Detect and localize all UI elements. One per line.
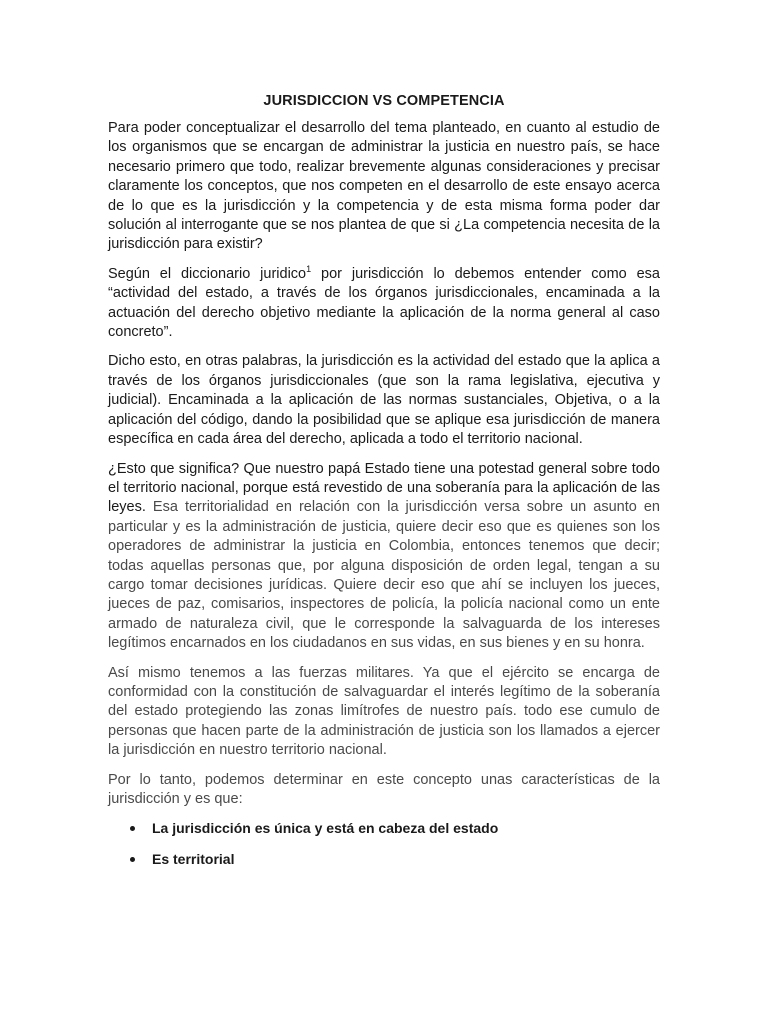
document-title: JURISDICCION VS COMPETENCIA bbox=[263, 93, 505, 109]
bullet-icon bbox=[130, 826, 135, 831]
list-item bbox=[108, 819, 660, 838]
bullet-icon bbox=[130, 857, 135, 862]
paragraph-definition-end: por jurisdicción lo debemos entender como esa “actividad del estado, a través de los órganos jurisdiccionales, encaminada a la actuación del derecho objetivo mediante la aplicación de la norma general al caso concreto”. bbox=[108, 265, 660, 341]
paragraph-definition-start: Según el diccionario juridico bbox=[108, 265, 307, 282]
paragraph-meaning bbox=[108, 460, 660, 654]
list-item-text: La jurisdicción es única y está en cabeza del estado bbox=[152, 820, 499, 837]
paragraph-definition bbox=[108, 265, 660, 343]
paragraph-military: Así mismo tenemos a las fuerzas militares. Ya que el ejército se encarga de conformidad con la constitución de salvaguardar el interés legítimo de la soberanía del estado protegiendo las zonas limítrofes de nuestro país. todo ese cumulo de personas que hacen parte de la administración de justicia son los llamados a ejercer la jurisdicción en nuestro territorio nacional. bbox=[108, 664, 660, 759]
list-item-text: Es territorial bbox=[152, 851, 235, 868]
paragraph-meaning-rest: Esa territorialidad en relación con la jurisdicción versa sobre un asunto en particular y es la administración de justicia, quiere decir eso que es quienes son los operadores de administrar la justicia en Colombia, entonces tenemos que decir; todas aquellas personas que, por alguna disposición de orden legal, tengan a su cargo tomar decisiones jurídicas. Quiere decir eso que ahí se incluyen los jueces, jueces de paz, comisarios, inspectores de policía, la policía nacional como un ente armado de naturaleza civil, que le corresponde la salvaguarda de los intereses legítimos encarnados en los ciudadanos en sus vidas, en sus bienes y en su honra. bbox=[108, 499, 660, 652]
paragraph-intro: Para poder conceptualizar el desarrollo del tema planteado, en cuanto al estudio de los organismos que se encargan de administrar la justicia en nuestro país, se hace necesario primero que todo, realizar brevemente algunas consideraciones y precisar claramente los conceptos, que nos competen en el desarrollo de este ensayo acerca de lo que es la jurisdicción y la competencia y de esta misma forma poder dar solución al interrogante que se nos plantea de que si ¿La competencia necesita de la jurisdicción para existir? bbox=[108, 120, 660, 253]
paragraph-meaning-lead: ¿Esto que significa? Que nuestro papá Estado tiene una potestad general sobre todo el territorio nacional, porque está revestido de una soberanía para la aplicación de las leyes. bbox=[108, 460, 660, 516]
paragraph-explanation: Dicho esto, en otras palabras, la jurisdicción es la actividad del estado que la aplica a través de los órganos jurisdiccionales (que son la rama legislativa, ejecutiva y judicial). Encaminada a la aplicación de las normas sustanciales, Objetiva, o a la aplicación del código, dando la posibilidad que se aplique esa jurisdicción de manera específica en cada área del derecho, aplicada a todo el territorio nacional. bbox=[108, 353, 660, 448]
footnote-reference: 1 bbox=[306, 264, 312, 275]
paragraph-characteristics: Por lo tanto, podemos determinar en este concepto unas características de la jurisdicción y es que: bbox=[108, 771, 660, 807]
list-item bbox=[108, 850, 660, 869]
characteristics-list bbox=[108, 819, 660, 869]
